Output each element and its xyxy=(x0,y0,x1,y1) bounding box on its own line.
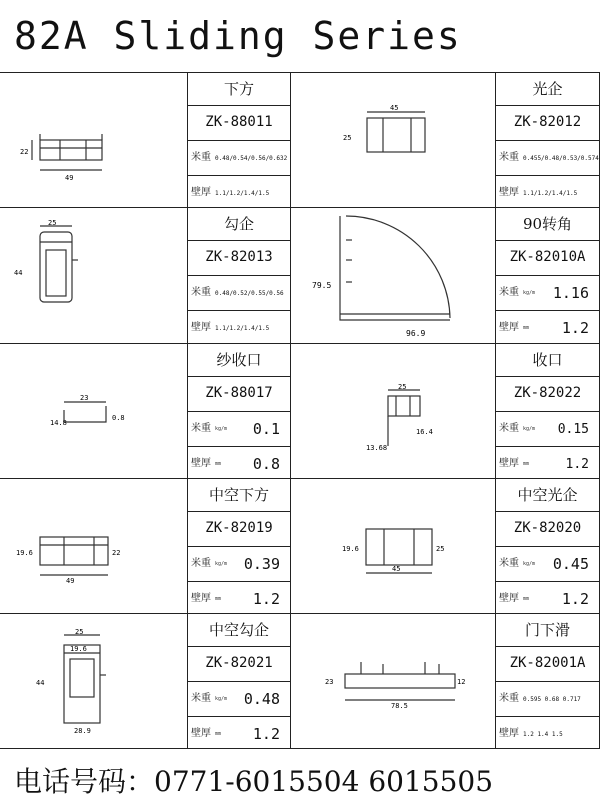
thickness-label: 壁厚 xyxy=(499,593,519,604)
product-code: ZK-82020 xyxy=(496,511,599,546)
product-name: 90转角 xyxy=(522,215,573,233)
weight-value: 0.595 0.68 0.717 xyxy=(523,695,581,703)
dim-label: 14.8 xyxy=(50,419,67,427)
weight-label: 米重 xyxy=(499,423,519,434)
thickness-value: 1.1/1.2/1.4/1.5 xyxy=(523,189,578,197)
thickness-unit: mm xyxy=(523,325,530,331)
product-code: ZK-82022 xyxy=(496,376,599,411)
thickness-value: 1.2 xyxy=(561,319,589,337)
profile-drawing-zk82021 xyxy=(30,625,140,740)
product-name: 收口 xyxy=(532,351,563,369)
product-code: ZK-82013 xyxy=(188,240,290,275)
weight-label: 米重 xyxy=(191,558,211,569)
dim-label: 44 xyxy=(36,679,45,687)
thickness-label: 壁厚 xyxy=(191,458,211,469)
dim-label: 19.6 xyxy=(16,549,33,557)
product-name: 下方 xyxy=(223,80,254,98)
dim-label: 78.5 xyxy=(391,702,408,710)
dim-label: 49 xyxy=(66,577,75,585)
thickness-label: 壁厚 xyxy=(499,322,519,333)
weight-value: 0.455/0.48/0.53/0.574 xyxy=(523,154,599,162)
product-card-zk88017 xyxy=(187,343,291,479)
profile-drawing-zk82019 xyxy=(14,525,134,585)
thickness-label: 壁厚 xyxy=(191,593,211,604)
page-title: 82A Sliding Series xyxy=(14,14,462,58)
weight-value: 0.48 xyxy=(243,690,280,708)
thickness-label: 壁厚 xyxy=(499,728,519,739)
product-name: 门下滑 xyxy=(524,621,570,639)
product-name: 中空下方 xyxy=(208,486,269,504)
weight-unit: kg/m xyxy=(215,561,228,567)
thickness-value: 1.1/1.2/1.4/1.5 xyxy=(215,324,270,332)
weight-label: 米重 xyxy=(191,152,211,163)
profile-drawing-zk82022 xyxy=(360,380,470,460)
thickness-unit: mm xyxy=(215,596,222,602)
weight-label: 米重 xyxy=(191,423,211,434)
product-card-zk82001a xyxy=(495,613,600,749)
dim-label: 45 xyxy=(390,104,399,112)
thickness-unit: mm xyxy=(523,596,530,602)
product-card-zk82021 xyxy=(187,613,291,749)
thickness-value: 1.2 xyxy=(565,456,589,472)
product-card-zk82022 xyxy=(495,343,600,479)
dim-label: 0.8 xyxy=(112,414,125,422)
profile-drawing-zk88011 xyxy=(20,120,130,190)
weight-label: 米重 xyxy=(191,693,211,704)
product-name: 纱收口 xyxy=(216,351,262,369)
product-name: 光企 xyxy=(532,80,563,98)
thickness-value: 1.2 xyxy=(252,590,280,608)
product-card-zk82012 xyxy=(495,72,600,208)
weight-unit: kg/m xyxy=(215,426,228,432)
weight-value: 0.1 xyxy=(252,420,280,438)
product-code: ZK-82010A xyxy=(496,240,599,275)
product-name: 中空勾企 xyxy=(208,621,269,639)
profile-drawing-zk82020 xyxy=(340,515,460,585)
weight-value: 0.45 xyxy=(552,555,589,573)
dim-label: 28.9 xyxy=(74,727,91,735)
thickness-label: 壁厚 xyxy=(499,187,519,198)
dim-label: 79.5 xyxy=(312,281,332,290)
product-card-zk82020 xyxy=(495,478,600,614)
product-code: ZK-88017 xyxy=(188,376,290,411)
profile-drawing-zk82001a xyxy=(315,650,485,720)
product-code: ZK-82019 xyxy=(188,511,290,546)
profile-drawing-zk82013 xyxy=(10,220,120,330)
dim-label: 13.68 xyxy=(366,444,388,452)
dim-label: 45 xyxy=(392,565,401,573)
product-card-zk88011 xyxy=(187,72,291,208)
product-code: ZK-82012 xyxy=(496,105,599,140)
product-name: 中空光企 xyxy=(517,486,578,504)
product-code: ZK-82021 xyxy=(188,646,290,681)
thickness-value: 1.1/1.2/1.4/1.5 xyxy=(215,189,270,197)
dim-label: 22 xyxy=(20,148,29,156)
weight-unit: kg/m xyxy=(523,290,536,296)
dim-label: 44 xyxy=(14,269,23,277)
weight-value: 0.48/0.54/0.56/0.632 xyxy=(215,154,288,162)
weight-unit: kg/m xyxy=(523,426,536,432)
thickness-unit: mm xyxy=(523,461,530,467)
thickness-unit: mm xyxy=(215,461,222,467)
weight-value: 0.48/0.52/0.55/0.56 xyxy=(215,289,284,297)
dim-label: 25 xyxy=(436,545,445,553)
profile-drawing-zk82010a xyxy=(310,210,470,340)
thickness-label: 壁厚 xyxy=(191,187,211,198)
thickness-value: 1.2 xyxy=(252,725,280,743)
thickness-label: 壁厚 xyxy=(499,458,519,469)
thickness-value: 1.2 xyxy=(561,590,589,608)
dim-label: 19.6 xyxy=(70,645,87,653)
profile-drawing-zk88017 xyxy=(50,380,140,440)
product-card-zk82013 xyxy=(187,207,291,344)
weight-value: 0.15 xyxy=(557,421,589,437)
weight-label: 米重 xyxy=(191,287,211,298)
weight-label: 米重 xyxy=(499,693,519,704)
thickness-label: 壁厚 xyxy=(191,728,211,739)
thickness-label: 壁厚 xyxy=(191,322,211,333)
thickness-value: 1.2 1.4 1.5 xyxy=(523,730,563,738)
dim-label: 25 xyxy=(75,628,84,636)
weight-label: 米重 xyxy=(499,558,519,569)
dim-label: 22 xyxy=(112,549,121,557)
dim-label: 25 xyxy=(398,383,407,391)
weight-unit: kg/m xyxy=(215,696,228,702)
product-card-zk82010a xyxy=(495,207,600,344)
profile-drawing-zk82012 xyxy=(335,100,445,170)
thickness-value: 0.8 xyxy=(252,455,280,473)
product-name: 勾企 xyxy=(223,215,254,233)
dim-label: 12 xyxy=(457,678,466,686)
phone-footer: 电话号码：0771-6015504 6015505 xyxy=(14,765,494,798)
dim-label: 23 xyxy=(325,678,334,686)
weight-value: 0.39 xyxy=(243,555,280,573)
product-code: ZK-88011 xyxy=(188,105,290,140)
dim-label: 16.4 xyxy=(416,428,433,436)
dim-label: 96.9 xyxy=(406,329,426,338)
product-card-zk82019 xyxy=(187,478,291,614)
dim-label: 19.6 xyxy=(342,545,359,553)
dim-label: 49 xyxy=(65,174,74,182)
dim-label: 23 xyxy=(80,394,89,402)
weight-label: 米重 xyxy=(499,287,519,298)
thickness-unit: mm xyxy=(215,731,222,737)
weight-value: 1.16 xyxy=(552,284,589,302)
weight-label: 米重 xyxy=(499,152,519,163)
dim-label: 25 xyxy=(343,134,352,142)
weight-unit: kg/m xyxy=(523,561,536,567)
dim-label: 25 xyxy=(48,220,57,227)
product-code: ZK-82001A xyxy=(496,646,599,681)
